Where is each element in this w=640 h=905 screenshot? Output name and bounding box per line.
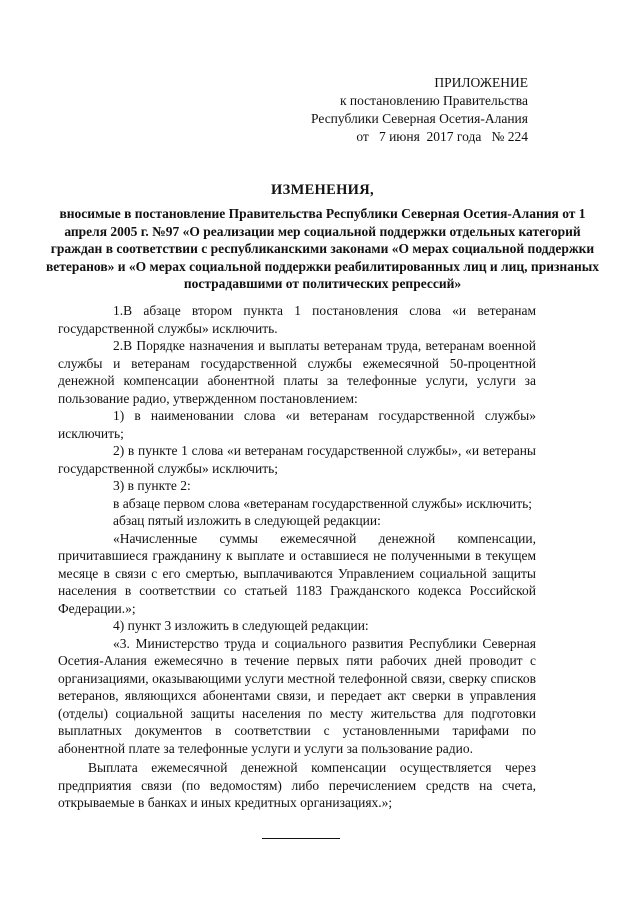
paragraph-item-2: 2.В Порядке назначения и выплаты ветеранам труда, ветеранам военной службы и ветеранам государственной службы ежемесячной 50-процентной денежной компенсации абонентной платы за телефонные услуги, услуги за пользование радио, утвержденном постановлением:	[58, 338, 536, 406]
end-separator-line	[262, 838, 340, 839]
paragraph-subitem-2: 2) в пункте 1 слова «и ветеранам государственной службы», «и ветераны государственной службы» исключить;	[58, 443, 536, 476]
appendix-header	[311, 74, 528, 146]
paragraph-item-1: 1.В абзаце втором пункта 1 постановления слова «и ветеранам государственной службы» исключить.	[58, 303, 536, 336]
paragraph-payment: Выплата ежемесячной денежной компенсации осуществляется через предприятия связи (по ведомостям) либо перечислением средств на счета, открываемые в банках и иных кредитных организациях.»;	[58, 760, 536, 810]
appendix-label: ПРИЛОЖЕНИЕ	[434, 75, 528, 90]
document-heading	[40, 182, 605, 292]
paragraph-quote-point-3: «3. Министерство труда и социального развития Республики Северная Осетия-Алания ежемесячно в течение первых пяти рабочих дней проводит с организациями, оказывающими услуги местной телефонной связи, сверку списков ветеранов, являющихся абонентами связи, и передает акт сверки в управления (отделы) социальной защиты населения по месту жительства для подготовки выплатных документов в соответствии с установленными тарифами по абонентной плате за телефонные услуги и услуги за пользование радио.	[58, 635, 536, 756]
document-subtitle: вносимые в постановление Правительства Республики Северная Осетия-Алания от 1 апреля 2005 г. №97 «О реализации мер социальной поддержки отдельных категорий граждан в соответствии с республиканскими законами «О мерах социальной поддержки ветеранов» и «О мерах социальной поддержки реабилитированных лиц и лиц, признаных пострадавшими от политических репрессий»	[45, 206, 600, 292]
paragraph-subitem-3: 3) в пункте 2:	[113, 478, 191, 493]
document-body	[58, 302, 536, 812]
paragraph-subitem-4: 4) пункт 3 изложить в следующей редакции:	[113, 618, 369, 633]
appendix-resolution: к постановлению Правительства	[339, 93, 528, 108]
appendix-republic: Республики Северная Осетия-Алания	[311, 111, 528, 126]
document-title: ИЗМЕНЕНИЯ,	[271, 182, 374, 198]
paragraph-abzac-first: в абзаце первом слова «ветеранам государственной службы» исключить;	[113, 495, 533, 511]
appendix-date-number: от 7 июня 2017 года № 224	[356, 129, 528, 144]
paragraph-quote-compensation: «Начисленные суммы ежемесячной денежной компенсации, причитавшиеся гражданину к выплате и оставшиеся не полученными в текущем месяце в связи с его смертью, выплачиваются Управлением социальной защиты населения в соответствии со статьей 1183 Гражданского кодекса Российской Федерации.»;	[58, 530, 536, 616]
paragraph-subitem-1: 1) в наименовании слова «и ветеранам государственной службы» исключить;	[58, 408, 536, 441]
paragraph-abzac-fifth: абзац пятый изложить в следующей редакции:	[113, 513, 381, 528]
